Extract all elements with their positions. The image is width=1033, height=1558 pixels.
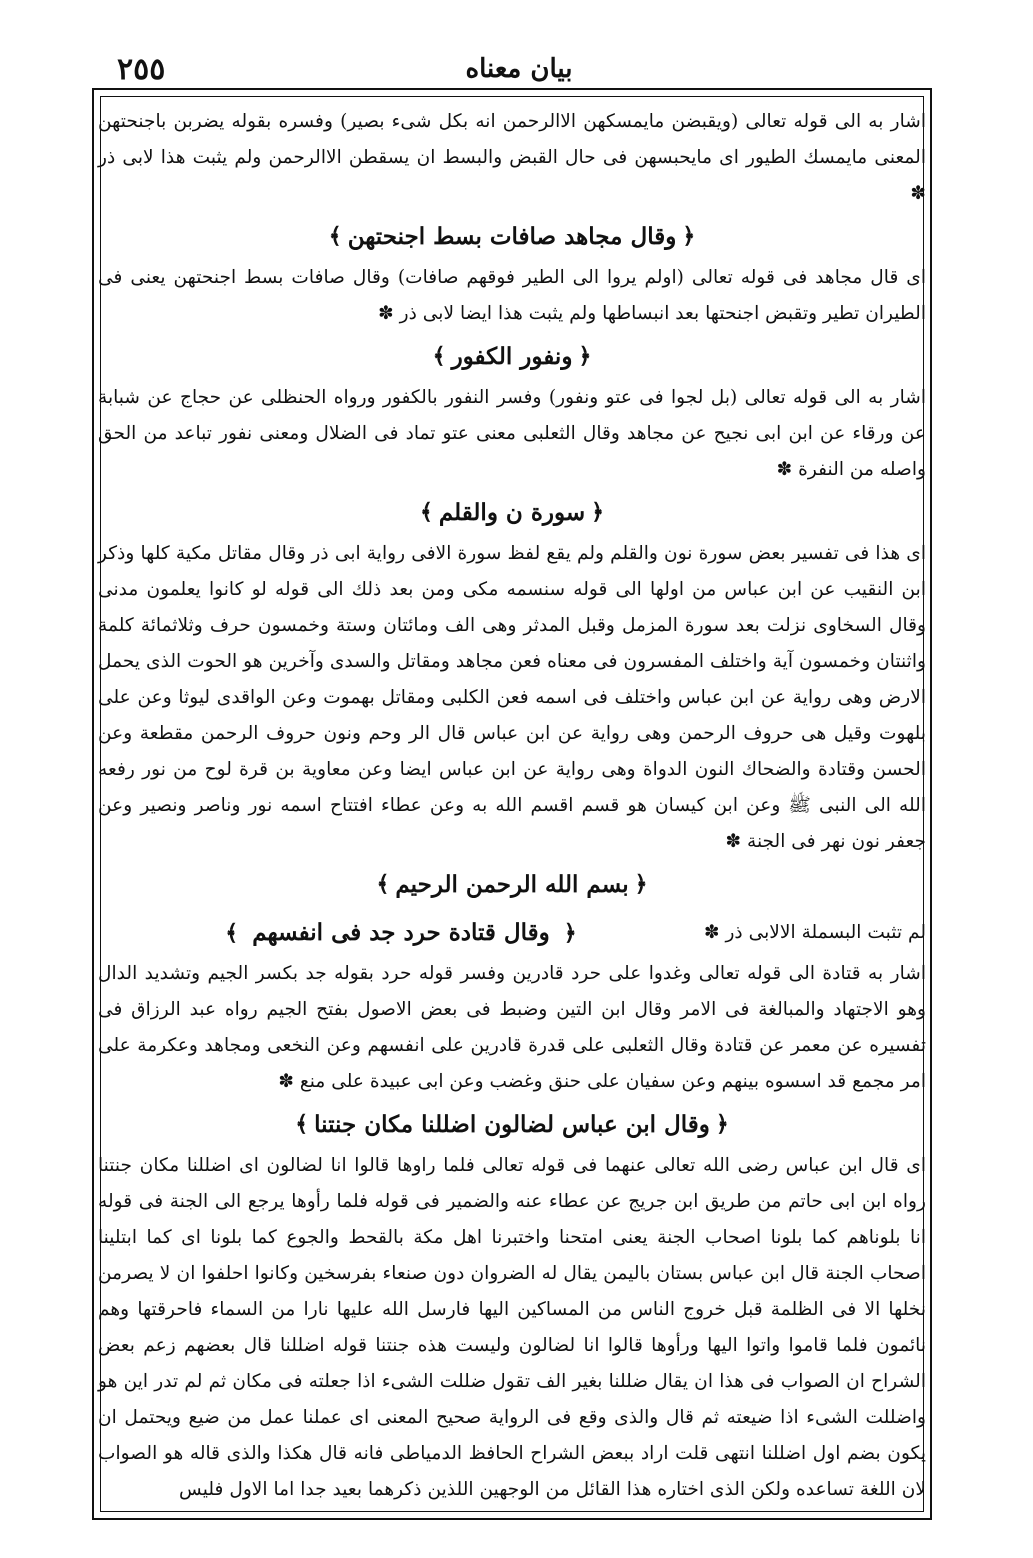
page-number: ٢٥٥: [117, 52, 166, 87]
ornament-left-icon: ﴾: [295, 1111, 309, 1137]
section-heading: [98, 332, 926, 380]
ornament-right-icon: ﴿: [715, 1111, 729, 1137]
ornament-right-icon: ﴿: [591, 499, 605, 525]
section-heading: [98, 212, 926, 260]
paragraph: اشار به قتادة الى قوله تعالى وغدوا على حرد قادرين وفسر قوله حرد بقوله جد بكسر الجيم وتشديد الدال وهو الاجتهاد والمبالغة فى الامر وقال ابن التين وضبط فى بعض الاصول بفتح الجيم رواه عبد الرزاق فى تفسيره عن معمر عن قتادة وقال الثعلبى على قدرة قادرين على انفسهم وعن النخعى ومجاهد وعكرمة على امر مجمع قد اسسوه بينهم وعن سفيان على حنق وغضب وعن ابى عبيدة على منع ✽: [98, 963, 926, 1092]
heading-text: سورة ن والقلم: [438, 498, 586, 526]
heading-text: ونفور الكفور: [451, 342, 573, 370]
paragraph: اشار به الى قوله تعالى (ويقبضن مايمسكهن الاالرحمن انه بكل شىء بصير) وفسره بقوله يضربن باجنحتهن المعنى مايمسك الطيور اى مايحبسهن فى حال القبض والبسط ان يسقطن الاالرحمن ولم يثبت هذا لابى ذر ✽: [98, 111, 926, 204]
ornament-left-icon: ﴾: [225, 919, 239, 946]
ornament-right-icon: ﴿: [634, 871, 648, 897]
page-header: [95, 52, 943, 86]
heading-text: وقال ابن عباس لضالون اضللنا مكان جنتنا: [314, 1110, 710, 1138]
ornament-left-icon: ﴾: [376, 871, 390, 897]
ornament-left-icon: ﴾: [328, 223, 342, 249]
ornament-left-icon: ﴾: [419, 499, 433, 525]
ornament-right-icon: ﴿: [563, 919, 577, 946]
paragraph: اى قال ابن عباس رضى الله تعالى عنهما فى قوله تعالى فلما راوها قالوا انا لضالون اى اضللنا مكان جنتنا رواه ابن ابى حاتم من طريق ابن جريج عن عطاء عنه والضمير فى قوله فلما رأوها يرجع الى الجنة فى قوله انا بلوناهم كما بلونا اصحاب الجنة يعنى امتحنا واختبرنا اهل مكة بالقحط والجوع كما بلونا اى كما ابتلينا اصحاب الجنة قال ابن عباس بستان باليمن يقال له الضروان دون صنعاء بفرسخين وكانوا احلفوا ان لا يصرمن نخلها الا فى الظلمة قبل خروج الناس من المساكين اليها فارسل الله عليها نارا من السماء فاحرقتها وهم نائمون فلما قاموا واتوا اليها ورأوها قالوا انا لضالون وليست هذه جنتنا قوله اضللنا قال بعضهم زعم بعض الشراح ان الصواب فى هذا ان يقال ضللنا بغير الف تقول ضللت الشىء اذا جعلته فى مكان ثم لم تدر اين هو واضللت الشىء اذا ضيعته ثم قال والذى وقع فى الرواية صحيح المعنى اى عملنا عمل من ضيع ويحتمل ان يكون بضم اول اضللنا انتهى قلت اراد ببعض الشراح الحافظ الدمياطى فانه قال هكذا والذى قاله هو الصواب لان اللغة تساعده ولكن الذى اختاره هذا القائل من الوجهين اللذين ذكرهما بعيد جدا اما الاول فليس: [98, 1155, 926, 1500]
surah-heading: [98, 488, 926, 536]
section-heading: [98, 908, 926, 956]
heading-group: [219, 919, 582, 946]
section-heading: [98, 1100, 926, 1148]
ornament-left-icon: ﴾: [432, 343, 446, 369]
page-body: [98, 104, 926, 1508]
basmala-heading: [98, 860, 926, 908]
paragraph: اشار به الى قوله تعالى (بل لجوا فى عتو ونفور) وفسر النفور بالكفور ورواه الحنظلى عن حجاج عن شبابة عن ورقاء عن ابن ابى نجيح عن مجاهد وقال الثعلبى معنى عتو تماد فى الضلال ومعنى نفور تباعد من الحق واصله من النفرة ✽: [98, 387, 926, 480]
heading-text: وقال مجاهد صافات بسط اجنحتهن: [347, 222, 677, 250]
ornament-right-icon: ﴿: [578, 343, 592, 369]
running-title: بيان معناه: [465, 54, 573, 84]
basmala-note: لم تثبت البسملة الالابى ذر ✽: [703, 921, 926, 943]
ornament-right-icon: ﴿: [682, 223, 696, 249]
heading-text: وقال قتادة حرد جد فى انفسهم: [252, 918, 550, 946]
paragraph: اى قال مجاهد فى قوله تعالى (اولم يروا الى الطير فوقهم صافات) وقال صافات بسط اجنحتهن يعنى فى الطيران تطير وتقبض اجنحتها بعد انبساطها ولم يثبت هذا ايضا لابى ذر ✽: [98, 267, 926, 324]
heading-text: بسم الله الرحمن الرحيم: [395, 870, 629, 898]
paragraph: اى هذا فى تفسير بعض سورة نون والقلم ولم يقع لفظ سورة الافى رواية ابى ذر وقال مقاتل مكية كلها وذكر ابن النقيب عن ابن عباس من اولها الى قوله سنسمه مكى ومن بعد ذلك الى قوله لو كانوا يعلمون مدنى وقال السخاوى نزلت بعد سورة المزمل وقبل المدثر وهى الف ومائتان وستة وخمسون حرف وثلاثمائة كلمة واثنتان وخمسون آية واختلف المفسرون فى معناه فعن مجاهد ومقاتل والسدى وآخرين هو الحوت الذى يحمل الارض وهى رواية عن ابن عباس واختلف فى اسمه فعن الكلبى ومقاتل بهموت وعن الواقدى ليوثا وعن على بلهوت وقيل هى حروف الرحمن وهى رواية عن ابن عباس قال الر وحم ونون حروف الرحمن مقطعة وعن الحسن وقتادة والضحاك النون الدواة وهى رواية عن ابن عباس ايضا وعن معاوية بن قرة لوح من نور رفعه الله الى النبى ﷺ وعن ابن كيسان هو قسم اقسم الله به وعن عطاء افتتاح اسمه نور وناصر ونصير وعن جعفر نون نهر فى الجنة ✽: [98, 543, 926, 852]
